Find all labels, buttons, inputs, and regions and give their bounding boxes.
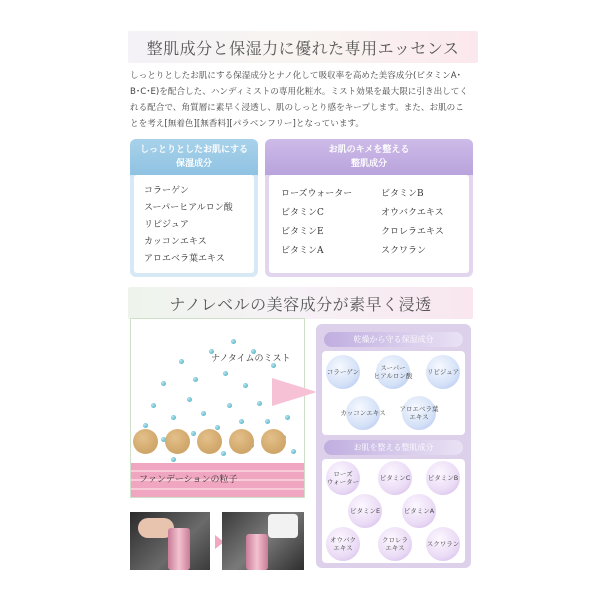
mist-particle — [257, 401, 262, 406]
mist-particle — [291, 449, 296, 454]
mist-particle — [239, 419, 244, 424]
ingredient-bubble: オウバク エキス — [326, 527, 360, 561]
skin-conditioning-ingredients-box — [265, 139, 473, 277]
mist-particle — [179, 359, 184, 364]
foundation-label: ファンデーションの粒子 — [139, 475, 238, 485]
section-title-text: 整肌成分と保湿力に優れた専用エッセンス — [146, 38, 460, 58]
mist-particle — [201, 411, 206, 416]
ingredient-column-1 — [281, 185, 352, 261]
skin-conditioning-list — [269, 175, 469, 273]
mist-particle — [171, 457, 176, 462]
foundation-particle — [197, 429, 222, 454]
ingredient-bubble: ビタミンC — [378, 461, 412, 495]
ingredient-column-2 — [381, 185, 444, 261]
moisturizing-heading — [130, 139, 258, 175]
ingredient-bubble: コラーゲン — [326, 355, 360, 389]
foundation-particle — [261, 429, 286, 454]
section-title-essence — [128, 31, 478, 63]
mist-particle — [285, 415, 290, 420]
list-item: アロエベラ葉エキス — [144, 254, 225, 264]
ingredient-bubble: リピジュア — [426, 355, 460, 389]
foundation-particle — [229, 429, 254, 454]
foundation-particle — [133, 429, 158, 454]
ingredient-bubble: ローズ ウォーター — [326, 461, 360, 495]
list-item: ビタミンE — [281, 227, 324, 237]
list-item: スクワラン — [381, 246, 427, 256]
mist-particle — [193, 377, 198, 382]
ingredient-bubble: クロレラ エキス — [378, 527, 412, 561]
moisture-bubbles — [322, 351, 465, 435]
list-item: ローズウォーター — [281, 189, 353, 199]
ingredient-bubble: スーパー ヒアルロン酸 — [376, 355, 410, 389]
conditioning-section-title: お肌を整える整肌成分 — [324, 440, 463, 455]
moisturizing-heading-line2: 保湿成分 — [175, 159, 212, 169]
mist-pointer-arrow — [272, 378, 317, 406]
list-item: カッコンエキス — [144, 237, 207, 247]
mist-particle — [215, 425, 220, 430]
mist-bottle — [246, 534, 268, 570]
mist-particle — [151, 403, 156, 408]
list-item: オウバクエキス — [381, 208, 444, 218]
mist-penetration-illustration — [130, 318, 305, 498]
list-item: リピジュア — [144, 220, 189, 230]
product-photo-refill — [222, 512, 304, 570]
moisture-section-title: 乾燥から守る保湿成分 — [324, 332, 463, 347]
ingredient-bubble: ビタミンA — [402, 494, 436, 528]
ingredient-bubble: カッコンエキス — [346, 396, 380, 430]
skin-conditioning-heading-line1: お肌のキメを整える — [328, 145, 410, 155]
mist-particle — [265, 419, 270, 424]
moisturizing-ingredients-box — [130, 139, 258, 277]
mist-particle — [143, 423, 148, 428]
ingredient-bubble: スクワラン — [426, 527, 460, 561]
section-title-text: ナノレベルの美容成分が素早く浸透 — [169, 294, 432, 314]
product-photo-hand — [130, 512, 210, 570]
ingredient-bubble: アロエベラ葉 エキス — [402, 396, 436, 430]
mist-bottle — [168, 528, 190, 570]
mist-particle — [243, 383, 248, 388]
mist-particle — [227, 403, 232, 408]
product-description: しっとりとしたお肌にする保湿成分とナノ化して吸収率を高めた美容成分(ビタミンA･B･C･E)を配合した、ハンディミストの専用化粧水。ミスト効果を最大限に引き出してくれる配合で、角質層に素早く浸透し、肌のしっとり感をキープします。また、お肌のことを考え[無着色][無香料][パラベンフリー]となっています。 — [130, 71, 468, 129]
mist-particle — [171, 415, 176, 420]
list-item: ビタミンA — [281, 246, 324, 256]
mist-particle — [221, 451, 226, 456]
mist-particle — [161, 381, 166, 386]
section-title-penetration — [128, 287, 473, 319]
list-item: ビタミンB — [381, 189, 424, 199]
mist-particle — [191, 431, 196, 436]
mist-particle — [231, 339, 236, 344]
skin-conditioning-heading-line2: 整肌成分 — [350, 159, 387, 169]
conditioning-bubbles — [322, 459, 465, 563]
mist-label: ナノタイムのミスト — [211, 354, 291, 364]
list-item: スーパーヒアルロン酸 — [144, 203, 233, 213]
mist-particle — [187, 397, 192, 402]
ingredient-bubbles-panel — [316, 324, 471, 568]
list-item: クロレラエキス — [381, 227, 444, 237]
list-item: ビタミンC — [281, 208, 324, 218]
ingredient-bubble: ビタミンE — [348, 494, 382, 528]
moisturizing-list — [134, 175, 254, 273]
list-item: コラーゲン — [144, 186, 189, 196]
skin-conditioning-heading — [265, 139, 473, 175]
mist-particle — [223, 371, 228, 376]
moisturizing-heading-line1: しっとりとしたお肌にする — [139, 145, 248, 155]
foundation-particle — [165, 429, 190, 454]
ingredient-bubble: ビタミンB — [426, 461, 460, 495]
refill-bottle — [268, 514, 298, 538]
